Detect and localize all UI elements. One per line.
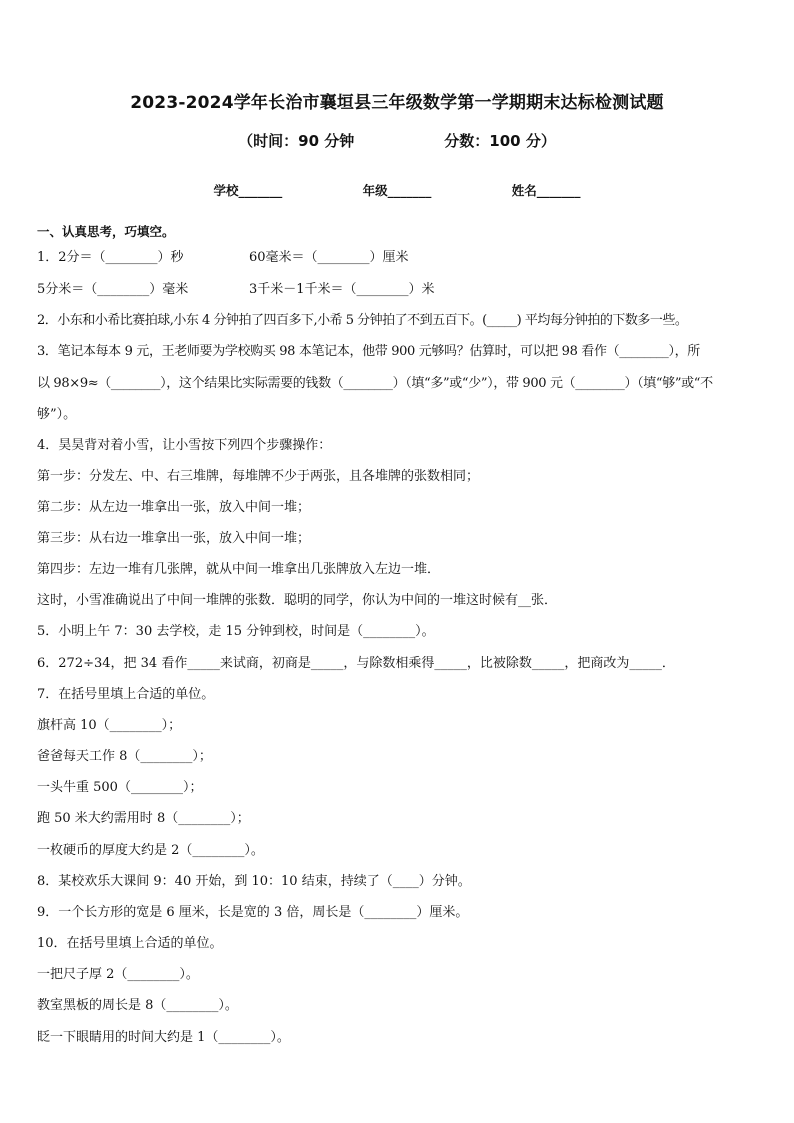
question-4-step-4: 第四步：左边一堆有几张牌，就从中间一堆拿出几张牌放入左边一堆．: [37, 562, 441, 577]
question-4-step-1: 第一步：分发左、中、右三堆牌，每堆牌不少于两张，且各堆牌的张数相同；: [37, 469, 480, 484]
question-7-item-d: 跑 50 米大约需用时 8（________）；: [37, 811, 250, 826]
name-field: 姓名_______: [511, 183, 581, 198]
question-4-line-1: 4．昊昊背对着小雪，让小雪按下列四个步骤操作：: [37, 438, 332, 453]
exam-subtitle: [0, 130, 794, 151]
school-field: 学校_______: [213, 183, 283, 198]
question-7-item-e: 一枚硬币的厚度大约是 2（________）。: [37, 843, 264, 858]
question-5: 5．小明上午 7：30 去学校，走 15 分钟到校，时间是（________）。: [37, 624, 435, 639]
question-7-item-b: 爸爸每天工作 8（________）；: [37, 749, 212, 764]
question-4-step-3: 第三步：从右边一堆拿出一张，放入中间一堆；: [37, 531, 311, 546]
q1-part-c: 5分米＝（________）毫米: [37, 282, 189, 297]
exam-title: 2023-2024学年长治市襄垣县三年级数学第一学期期末达标检测试题: [130, 93, 664, 113]
time-limit: （时间：90 分钟: [238, 132, 355, 150]
question-7-title: 7．在括号里填上合适的单位。: [37, 687, 215, 702]
q1-part-b: 60毫米＝（________）厘米: [249, 250, 409, 265]
grade-field: 年级_______: [362, 183, 432, 198]
question-10-item-b: 教室黑板的周长是 8（________）。: [37, 998, 238, 1013]
question-8: 8．某校欢乐大课间 9：40 开始，到 10：10 结束，持续了（____）分钟。: [37, 874, 471, 889]
question-10-item-a: 一把尺子厚 2（________）。: [37, 967, 199, 982]
question-10-item-c: 眨一下眼睛用的时间大约是 1（________）。: [37, 1030, 290, 1045]
question-6: 6．272÷34，把 34 看作_____来试商，初商是_____，与除数相乘得_____，比被除数_____，把商改为_____．: [37, 656, 675, 671]
question-1-row-b: [37, 281, 767, 299]
student-info-row: [0, 181, 794, 199]
question-10-title: 10．在括号里填上合适的单位。: [37, 936, 223, 951]
q1-part-a: 1．2分＝（________）秒: [37, 250, 184, 265]
question-3-line-3: 够”）。: [37, 407, 77, 422]
question-3-line-1: 3．笔记本每本 9 元，王老师要为学校购买 98 本笔记本，他带 900 元够吗？估算时，可以把 98 看作（________），所: [37, 344, 700, 359]
question-7-item-c: 一头牛重 500（________）；: [37, 780, 203, 795]
question-7-item-a: 旗杆高 10（________）；: [37, 718, 182, 733]
q1-part-d: 3千米－1千米＝（________）米: [249, 282, 435, 297]
total-score: 分数：100 分）: [444, 132, 556, 150]
section-heading: 一、认真思考，巧填空。: [37, 224, 175, 239]
question-4-step-2: 第二步：从左边一堆拿出一张，放入中间一堆；: [37, 500, 311, 515]
question-9: 9．一个长方形的宽是 6 厘米，长是宽的 3 倍，周长是（________）厘米。: [37, 905, 469, 920]
question-2: 2．小东和小希比赛拍球,小东 4 分钟拍了四百多下,小希 5 分钟拍了不到五百下。(_____) 平均每分钟拍的下数多一些。: [37, 313, 688, 328]
question-4-line-6: 这时，小雪准确说出了中间一堆牌的张数．聪明的同学，你认为中间的一堆这时候有__张．: [37, 593, 558, 608]
question-1-row-a: [37, 249, 767, 267]
question-3-line-2: 以 98×9≈（________），这个结果比实际需要的钱数（________）（填“多”或“少”），带 900 元（________）（填“够”或“不: [37, 376, 713, 391]
